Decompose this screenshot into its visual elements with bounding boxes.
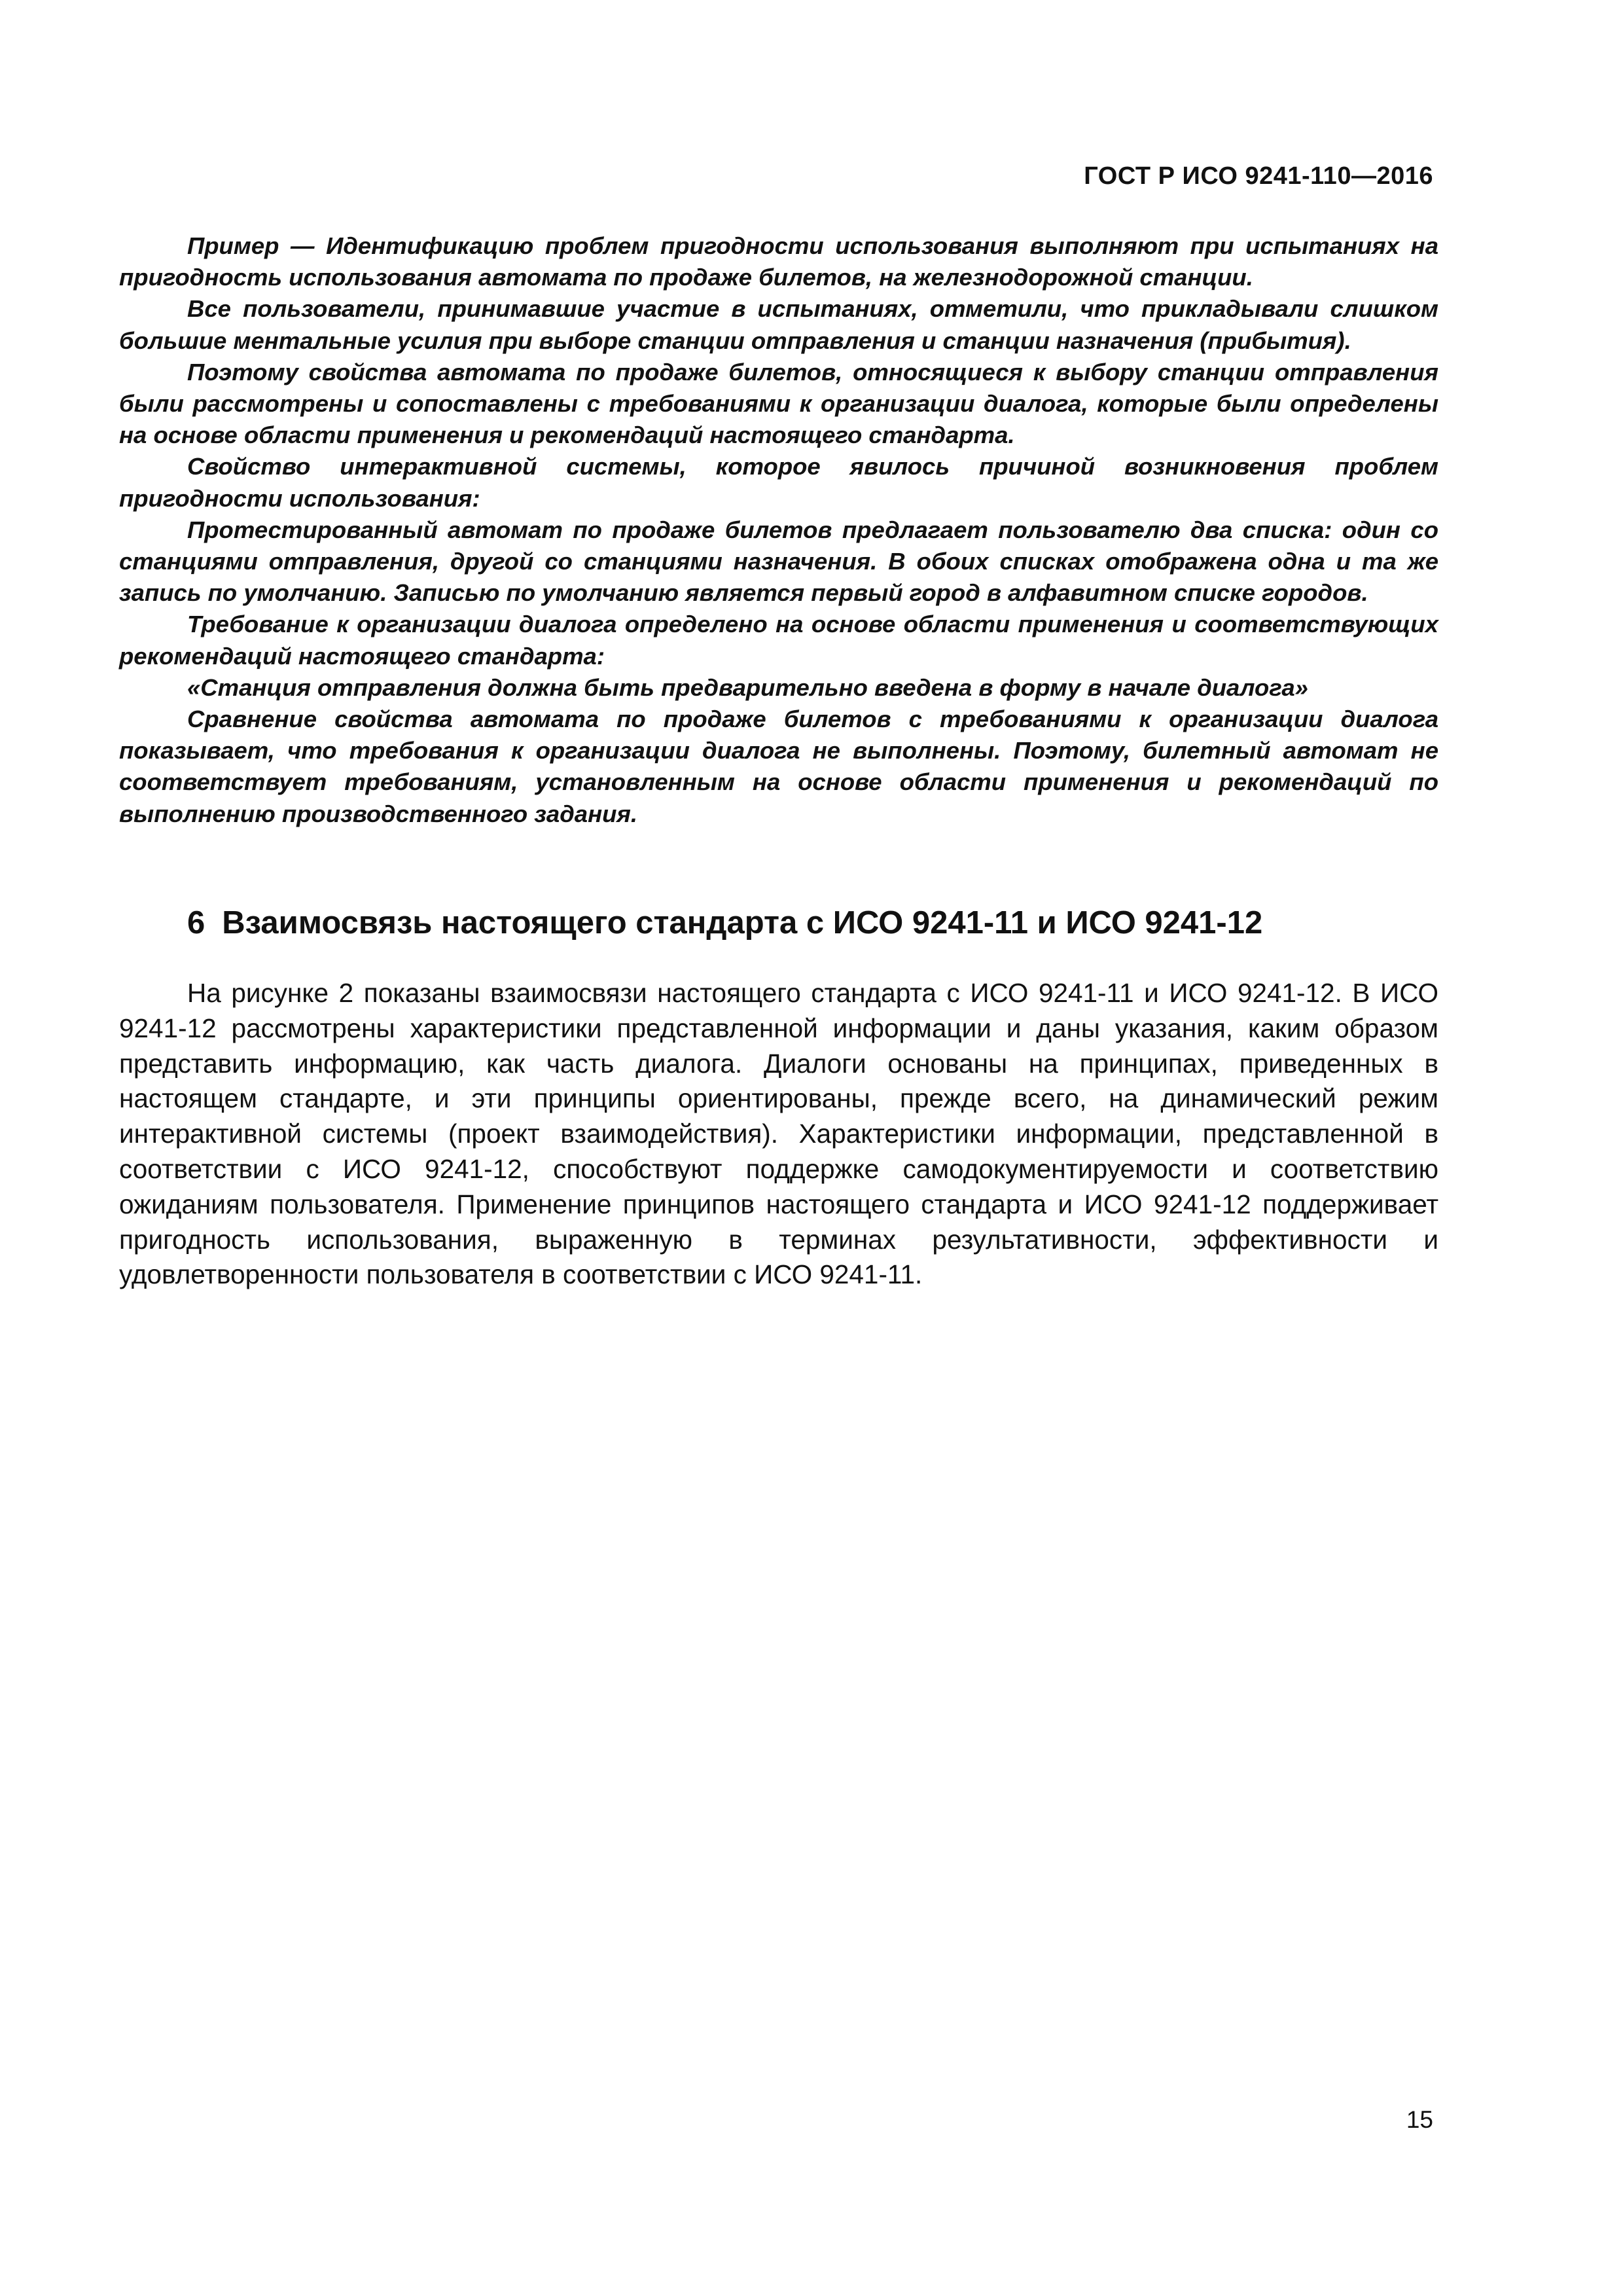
- example-paragraph: Протестированный автомат по продаже билетов предлагает пользователю два списка: один со станциями отправления, другой со станциями назначения. В обоих списках отображена одна и та же запись по умолчанию. Записью по умолчанию является первый город в алфавитном списке городов.: [119, 516, 1438, 607]
- example-paragraph: Пример — Идентификацию проблем пригодности использования выполняют при испытаниях на пригодность использования автомата по продаже билетов, на железнодорожной станции.: [119, 232, 1438, 291]
- document-code-header: ГОСТ Р ИСО 9241-110—2016: [1084, 162, 1433, 190]
- section-heading: [187, 905, 1262, 941]
- example-paragraph: «Станция отправления должна быть предварительно введена в форму в начале диалога»: [187, 673, 1308, 701]
- example-paragraph: Сравнение свойства автомата по продаже билетов с требованиями к организации диалога показывает, что требования к организации диалога не выполнены. Поэтому, билетный автомат не соответствует требованиям, установленным на основе области применения и рекомендаций по выполнению производственного задания.: [119, 706, 1438, 827]
- section-title: Взаимосвязь настоящего стандарта с ИСО 9241-11 и ИСО 9241-12: [222, 905, 1263, 941]
- body-paragraph: На рисунке 2 показаны взаимосвязи настоящего стандарта с ИСО 9241-11 и ИСО 9241-12. В ИСО 9241-12 рассмотрены характеристики представленной информации и даны указания, каким образом представить информацию, как часть диалога. Диалоги основаны на принципах, приведенных в настоящем стандарте, и эти принципы ориентированы, прежде всего, на динамический режим интерактивной системы (проект взаимодействия). Характеристики информации, представленной в соответствии с ИСО 9241-12, способствуют поддержке самодокументируемости и соответствию ожиданиям пользователя. Применение принципов настоящего стандарта и ИСО 9241-12 поддерживает пригодность использования, выраженную в терминах результативности, эффективности и удовлетворенности пользователя в соответствии с ИСО 9241-11.: [119, 978, 1438, 1290]
- example-block: [119, 230, 1438, 830]
- page-number: 15: [1406, 2106, 1433, 2133]
- section-number: 6: [187, 905, 205, 941]
- example-paragraph: Свойство интерактивной системы, которое явилось причиной возникновения проблем пригодности использования:: [119, 453, 1438, 512]
- example-paragraph: Требование к организации диалога определено на основе области применения и соответствующих рекомендаций настоящего стандарта:: [119, 611, 1438, 670]
- example-paragraph: Поэтому свойства автомата по продаже билетов, относящиеся к выбору станции отправления были рассмотрены и сопоставлены с требованиями к организации диалога, которые были определены на основе области применения и рекомендаций настоящего стандарта.: [119, 358, 1438, 449]
- example-paragraph: Все пользователи, принимавшие участие в испытаниях, отметили, что прикладывали слишком большие ментальные усилия при выборе станции отправления и станции назначения (прибытия).: [119, 295, 1438, 354]
- section-body: [119, 976, 1438, 1293]
